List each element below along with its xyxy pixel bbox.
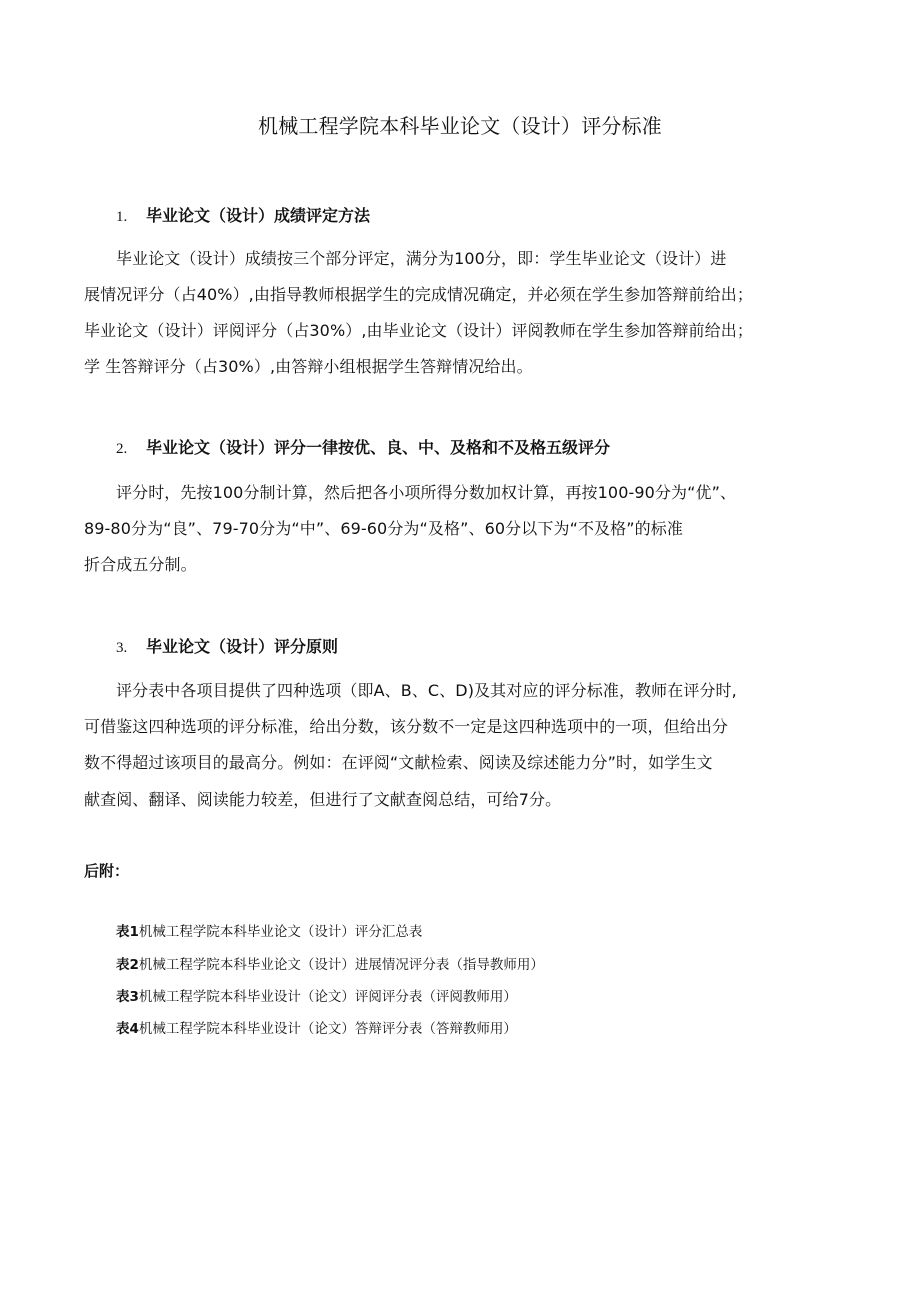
section-number: 1. <box>116 209 128 225</box>
appendix-item-text: 机械工程学院本科毕业设计（论文）答辩评分表（答辩教师用） <box>138 1021 517 1037</box>
appendix-item-label: 表4 <box>116 1021 139 1037</box>
paragraph-line: 学 生答辩评分（占30%）,由答辩小组根据学生答辩情况给出。 <box>84 357 533 376</box>
paragraph-line: 献查阅、翻译、阅读能力较差，但进行了文献查阅总结，可给7分。 <box>84 790 562 809</box>
section-1-heading <box>116 205 370 228</box>
section-number: 2. <box>116 441 128 457</box>
section-heading-text: 毕业论文（设计）评分原则 <box>146 637 339 656</box>
appendix-title: 后附： <box>84 862 130 880</box>
section-heading-text: 毕业论文（设计）成绩评定方法 <box>146 206 371 225</box>
appendix-item <box>116 923 422 941</box>
section-heading-text: 毕业论文（设计）评分一律按优、良、中、及格和不及格五级评分 <box>146 438 611 457</box>
appendix-item-text: 机械工程学院本科毕业论文（设计）评分汇总表 <box>138 924 423 940</box>
section-2-heading <box>116 437 610 460</box>
paragraph-line: 评分表中各项目提供了四种选项（即A、B、C、D)及其对应的评分标准，教师在评分时, <box>116 681 737 700</box>
paragraph-line: 折合成五分制。 <box>84 555 197 574</box>
appendix-item <box>116 956 544 974</box>
paragraph-line: 评分时，先按100分制计算，然后把各小项所得分数加权计算，再按100-90分为“优”、 <box>116 483 737 502</box>
section-3-heading <box>116 636 338 659</box>
paragraph-line: 89-80分为“良”、79-70分为“中”、69-60分为“及格”、60分以下为“不及格”的标准 <box>84 519 683 538</box>
appendix-item-text: 机械工程学院本科毕业设计（论文）评阅评分表（评阅教师用） <box>138 989 517 1005</box>
appendix-item-label: 表2 <box>116 957 139 973</box>
paragraph-line: 数不得超过该项目的最高分。例如：在评阅“文献检索、阅读及综述能力分”时，如学生文 <box>84 753 713 772</box>
appendix-item-label: 表1 <box>116 924 139 940</box>
appendix-item-text: 机械工程学院本科毕业论文（设计）进展情况评分表（指导教师用） <box>138 957 544 973</box>
appendix-item-label: 表3 <box>116 989 139 1005</box>
paragraph-line: 毕业论文（设计）成绩按三个部分评定，满分为100分，即：学生毕业论文（设计）进 <box>116 249 727 268</box>
appendix-item <box>116 988 517 1006</box>
page-title: 机械工程学院本科毕业论文（设计）评分标准 <box>258 114 662 138</box>
section-number: 3. <box>116 640 128 656</box>
paragraph-line: 展情况评分（占40%）,由指导教师根据学生的完成情况确定，并必须在学生参加答辩前给出； <box>84 285 753 304</box>
paragraph-line: 可借鉴这四种选项的评分标准，给出分数，该分数不一定是这四种选项中的一项，但给出分 <box>84 717 729 736</box>
appendix-item <box>116 1020 517 1038</box>
paragraph-line: 毕业论文（设计）评阅评分（占30%）,由毕业论文（设计）评阅教师在学生参加答辩前给出； <box>84 321 753 340</box>
